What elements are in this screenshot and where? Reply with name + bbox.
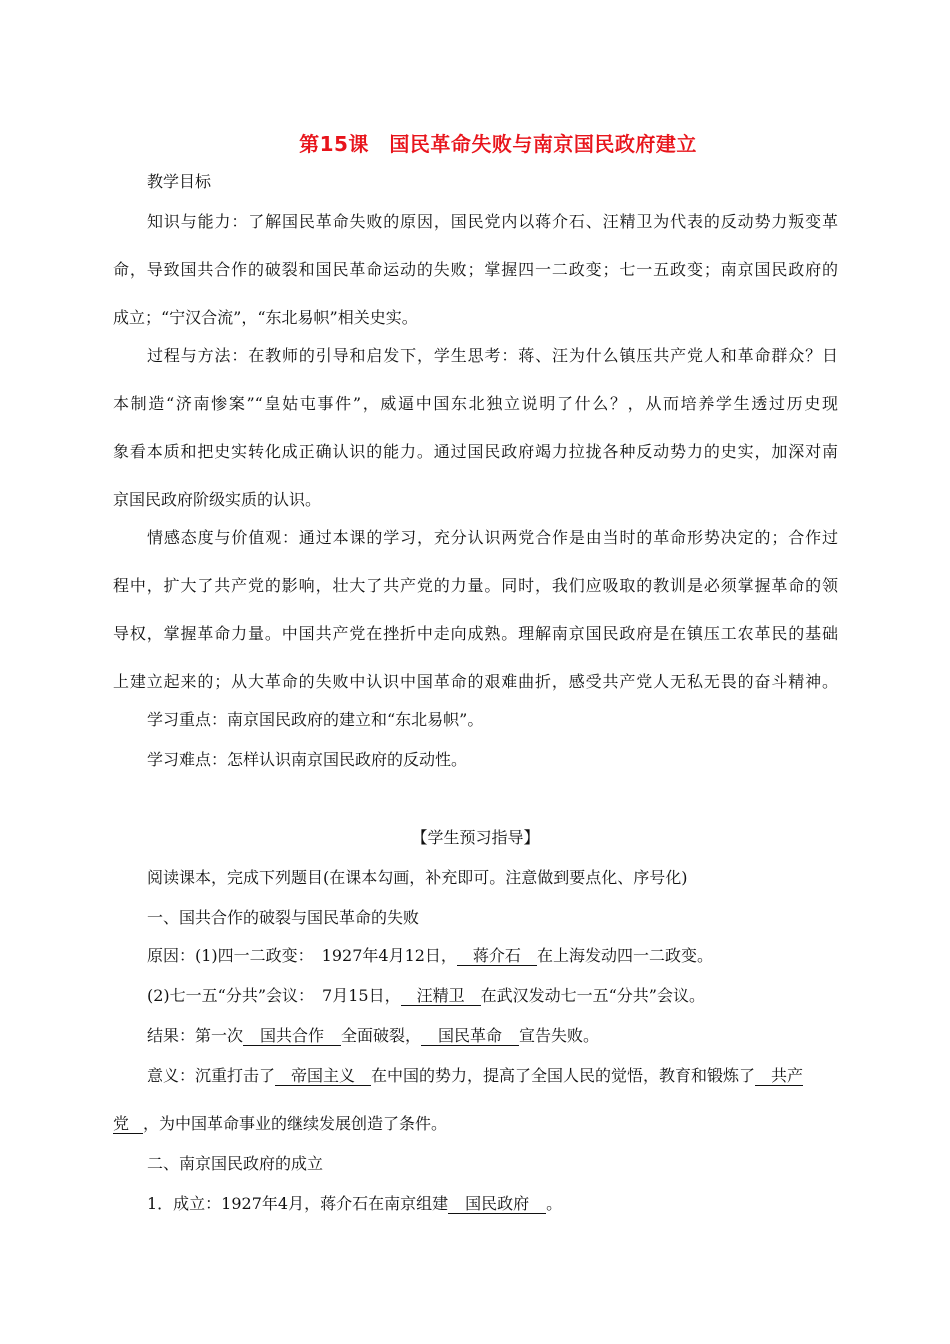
cause-1-prefix: 原因：(1)四一二政变： 1927年4月12日， [147,946,457,965]
meaning-answer-1: 帝国主义 [275,1067,371,1086]
emotion-line-2: 程中，扩大了共产党的影响，壮大了共产党的力量。同时，我们应吸取的教训是必须掌握革命的领 [113,576,838,595]
process-line-2: 本制造“济南惨案”“皇姑屯事件”，威逼中国东北独立说明了什么？，从而培养学生透过历史现 [113,394,838,413]
preview-heading: 【学生预习指导】 [411,828,540,847]
lesson-title: 第15课 国民革命失败与南京国民政府建立 [299,132,697,156]
meaning-answer-2b: 党 [113,1115,143,1134]
result-answer-1: 国共合作 [243,1027,341,1046]
section-1-heading: 一、国共合作的破裂与国民革命的失败 [147,908,420,927]
preview-instruction: 阅读课本，完成下列题目(在课本勾画，补充即可。注意做到要点化、序号化) [147,868,688,887]
item-1-suffix: 。 [546,1194,563,1213]
knowledge-line-1: 知识与能力：了解国民革命失败的原因，国民党内以蒋介石、汪精卫为代表的反动势力叛变革 [147,212,838,231]
process-line-1: 过程与方法：在教师的引导和启发下，学生思考：蒋、汪为什么镇压共产党人和革命群众？日 [147,346,838,365]
difficulty: 学习难点：怎样认识南京国民政府的反动性。 [147,750,468,769]
meaning-middle: 在中国的势力，提高了全国人民的觉悟，教育和锻炼了 [371,1066,756,1085]
meaning-prefix: 意义：沉重打击了 [147,1066,276,1085]
item-1-line [147,1194,838,1214]
knowledge-line-3: 成立；“宁汉合流”，“东北易帜”相关史实。 [113,308,418,327]
emotion-line-4: 上建立起来的；从大革命的失败中认识中国革命的艰难曲折，感受共产党人无私无畏的奋斗精神。 [113,672,838,691]
cause-2-suffix: 在武汉发动七一五“分共”会议。 [480,986,705,1005]
cause-2-line [147,986,838,1006]
cause-1-answer: 蒋介石 [457,947,537,966]
meaning-suffix: ，为中国革命事业的继续发展创造了条件。 [143,1114,448,1133]
emotion-line-1: 情感态度与价值观：通过本课的学习，充分认识两党合作是由当时的革命形势决定的；合作过 [147,528,838,547]
cause-1-suffix: 在上海发动四一二政变。 [536,946,713,965]
result-suffix: 宣告失败。 [519,1026,600,1045]
meaning-line-1 [147,1066,838,1086]
result-answer-2: 国民革命 [421,1027,519,1046]
cause-2-answer: 汪精卫 [401,987,481,1006]
cause-1-line [147,946,838,966]
result-middle: 全面破裂， [341,1026,422,1045]
result-prefix: 结果：第一次 [147,1026,244,1045]
cause-2-prefix: (2)七一五“分共”会议： 7月15日， [147,986,401,1005]
item-1-prefix: 1．成立：1927年4月，蒋介石在南京组建 [147,1194,449,1213]
item-1-answer: 国民政府 [448,1195,546,1214]
knowledge-line-2: 命，导致国共合作的破裂和国民革命运动的失败；掌握四一二政变；七一五政变；南京国民政府的 [113,260,838,279]
result-line [147,1026,838,1046]
section-2-heading: 二、南京国民政府的成立 [147,1154,324,1173]
meaning-answer-2a: 共产 [755,1067,803,1086]
key-point: 学习重点：南京国民政府的建立和“东北易帜”。 [147,710,484,729]
process-line-4: 京国民政府阶级实质的认识。 [113,490,322,509]
objectives-heading: 教学目标 [147,172,212,191]
meaning-line-2 [113,1114,838,1134]
emotion-line-3: 导权，掌握革命力量。中国共产党在挫折中走向成熟。理解南京国民政府是在镇压工农革民的基础 [113,624,838,643]
process-line-3: 象看本质和把史实转化成正确认识的能力。通过国民政府竭力拉拢各种反动势力的史实，加深对南 [113,442,838,461]
